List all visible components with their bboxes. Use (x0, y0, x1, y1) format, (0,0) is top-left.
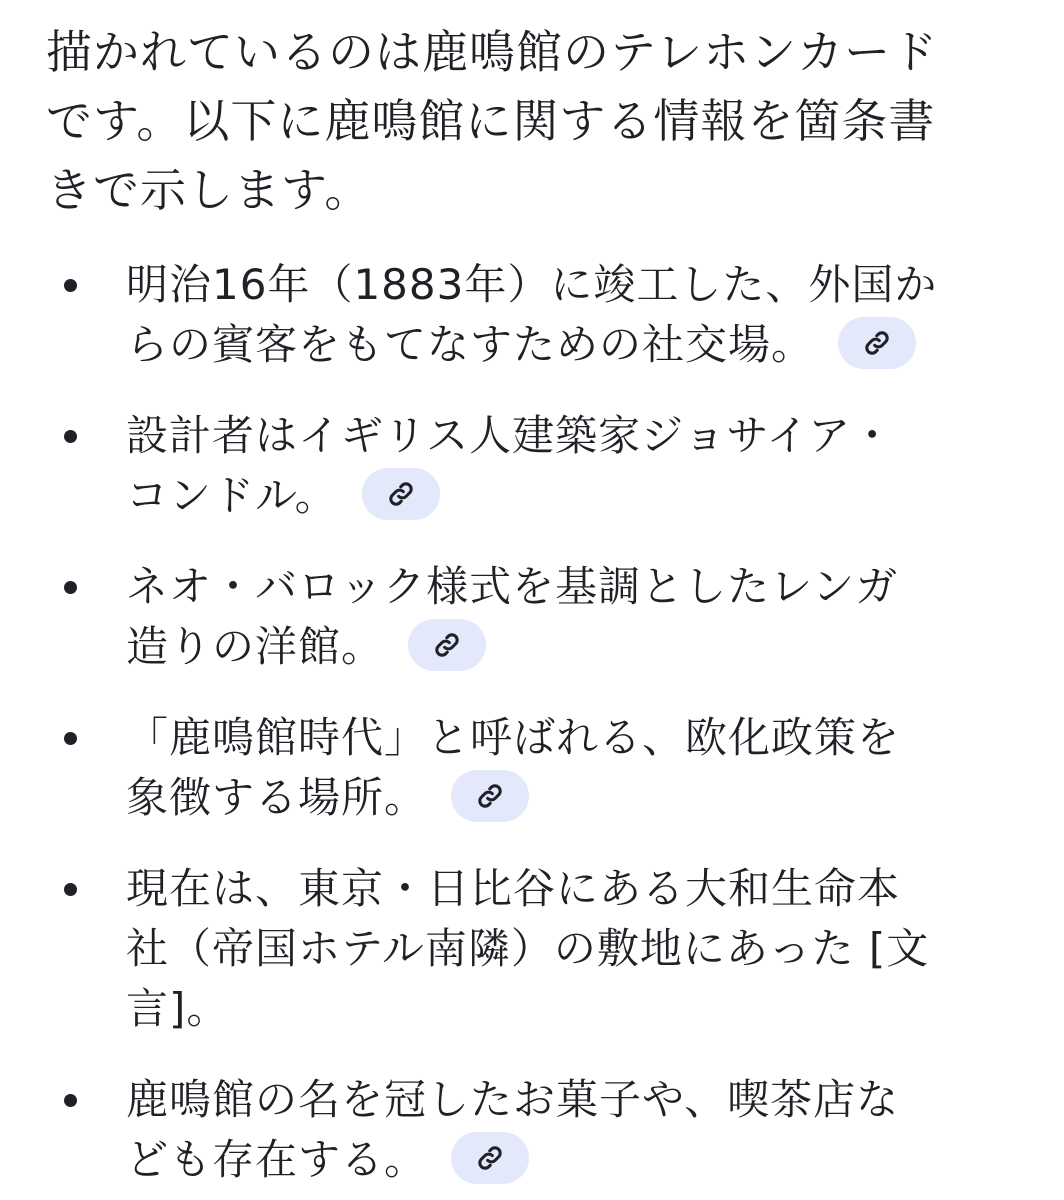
source-link-button[interactable] (408, 619, 486, 671)
source-link-button[interactable] (838, 317, 916, 369)
bullet-text: 象徴する場所。 (126, 773, 428, 822)
bullet-line: ネオ・バロック様式を基調としたレンガ (126, 562, 899, 611)
bullet-line-last (126, 315, 1024, 375)
link-icon (433, 631, 461, 659)
intro-paragraph (46, 18, 1024, 225)
bullet-line: 明治16年（1883年）に竣工した、外国か (126, 260, 938, 309)
intro-line: 描かれているのは鹿鳴館のテレホンカード (46, 25, 939, 79)
bullet-item (46, 708, 1024, 828)
source-link-button[interactable] (362, 468, 440, 520)
bullet-text: 造りの洋館。 (126, 622, 385, 671)
intro-line: です。以下に鹿鳴館に関する情報を箇条書 (46, 94, 936, 148)
bullet-line: 設計者はイギリス人建築家ジョサイア・ (126, 411, 895, 460)
bullet-item (46, 1070, 1024, 1190)
bullet-dot (64, 1094, 77, 1107)
bullet-text: らの賓客をもてなすための社交場。 (126, 320, 815, 369)
bullet-dot (64, 883, 77, 896)
bullet-line: 「鹿鳴館時代」と呼ばれる、欧化政策を (126, 713, 901, 762)
bullet-item (46, 406, 1024, 526)
bullet-line-last (126, 466, 1024, 526)
bullet-line: 社（帝国ホテル南隣）の敷地にあった [文 (126, 924, 930, 973)
bullet-dot (64, 430, 77, 443)
bullet-line: 鹿鳴館の名を冠したお菓子や、喫茶店な (126, 1075, 900, 1124)
link-icon (476, 1144, 504, 1172)
bullet-dot (64, 732, 77, 745)
source-link-button[interactable] (451, 770, 529, 822)
link-icon (476, 782, 504, 810)
bullet-text: ども存在する。 (126, 1135, 428, 1184)
bullet-item (46, 859, 1024, 1039)
link-icon (387, 480, 415, 508)
bullet-line: 言]。 (126, 984, 230, 1033)
bullet-item (46, 255, 1024, 375)
bullet-dot (64, 581, 77, 594)
bullet-line-last (126, 617, 1024, 677)
bullet-item (46, 557, 1024, 677)
intro-line: きで示します。 (46, 163, 372, 217)
bullet-dot (64, 279, 77, 292)
bullet-line-last (126, 1130, 1024, 1190)
bullet-text: コンドル。 (126, 471, 338, 520)
bullet-list (46, 255, 1024, 1190)
source-link-button[interactable] (451, 1132, 529, 1184)
bullet-line-last (126, 768, 1024, 828)
bullet-line: 現在は、東京・日比谷にある大和生命本 (126, 864, 901, 913)
link-icon (863, 329, 891, 357)
